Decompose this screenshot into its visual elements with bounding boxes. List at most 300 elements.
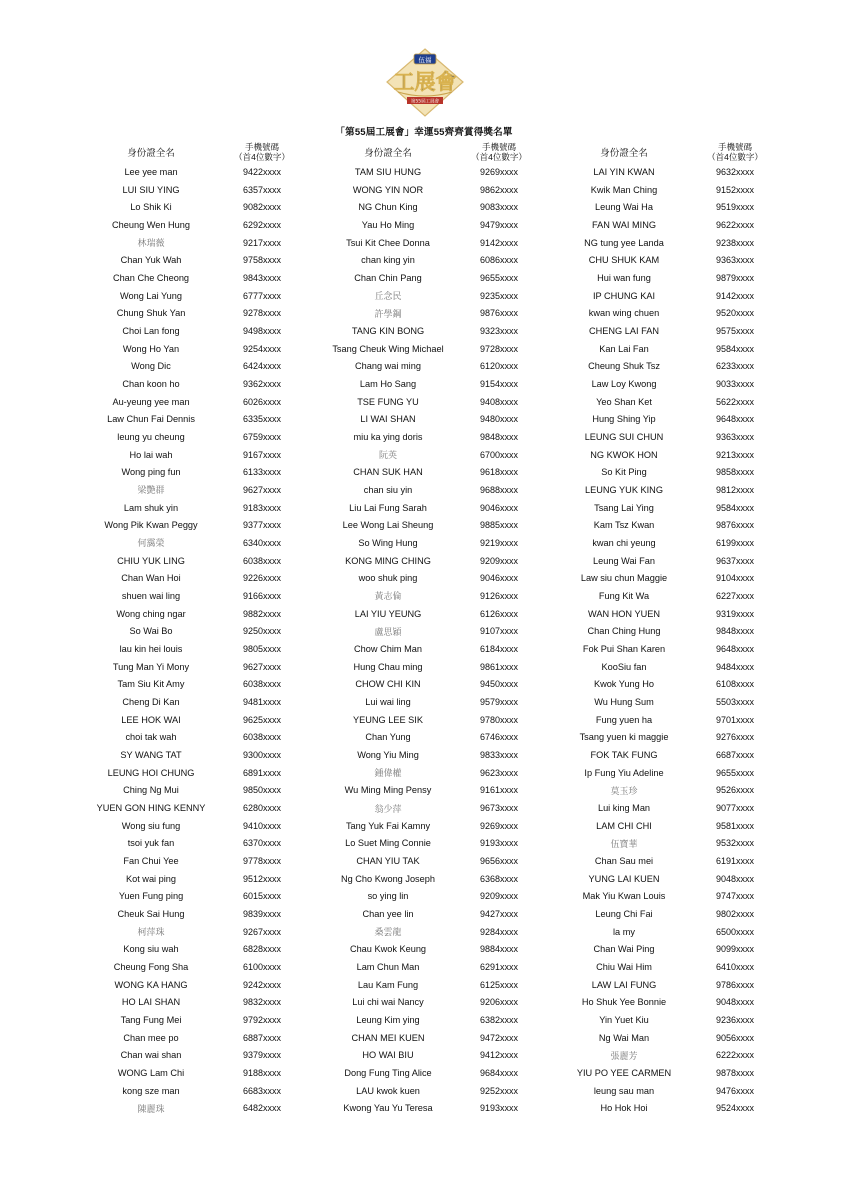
phone-prefix: 9242xxxx [242,979,282,990]
phone-prefix: 6424xxxx [242,361,282,372]
winner-name: Hui wan fung [597,272,651,283]
winner-name: LAM CHI CHI [596,820,652,831]
phone-prefix: 9048xxxx [715,997,755,1008]
table-row [75,181,297,199]
phone-prefix: 9839xxxx [242,909,282,920]
winner-name: LUI SIU YING [122,184,180,195]
table-row [548,852,770,870]
winner-name: 陳麗珠 [137,1104,165,1115]
winner-name: YEUNG LEE SIK [353,714,423,725]
table-row [548,587,770,605]
phone-prefix: 9363xxxx [715,431,755,442]
winner-name: leung sau man [593,1085,655,1096]
header-phone-line1: 手機號碼 [244,142,279,152]
winner-name: SY WANG TAT [120,750,182,760]
winner-name: Lui wai ling [365,696,411,707]
phone-prefix: 9780xxxx [479,714,519,725]
winner-name: Chan koon ho [122,378,180,389]
table-row [312,375,534,393]
table-row [312,1047,534,1065]
winner-name: Law siu chun Maggie [580,573,668,584]
table-row [548,729,770,747]
phone-prefix: 9363xxxx [715,255,755,266]
winner-name: 張麗芳 [610,1051,638,1062]
winner-name: Chan Sau mei [594,856,654,867]
table-row [548,534,770,552]
winner-name: Lau Kam Fung [357,979,419,990]
table-row [548,410,770,428]
table-row [312,1029,534,1047]
winner-name: Wu Ming Ming Pensy [344,785,432,796]
winner-name: Kwong Yau Yu Teresa [343,1103,433,1114]
winner-name: LAW LAI FUNG [591,979,657,990]
phone-prefix: 6382xxxx [479,1015,519,1026]
table-row [75,499,297,517]
table-row [312,251,534,269]
winner-name: 桑雲龍 [374,928,402,939]
phone-prefix: 9427xxxx [479,909,519,920]
table-row [312,552,534,570]
table-row [548,234,770,252]
phone-prefix: 6683xxxx [242,1085,282,1096]
winner-name: Chang wai ming [355,361,421,372]
phone-prefix: 9238xxxx [715,237,755,248]
phone-prefix: 9104xxxx [715,573,755,584]
phone-prefix: 9481xxxx [242,696,282,707]
winner-name: Leung Wai Fan [593,555,655,566]
winner-name: So Wai Bo [129,626,173,637]
phone-prefix: 9472xxxx [479,1032,519,1043]
winner-name: NG Chun King [358,202,418,213]
table-row [548,569,770,587]
phone-prefix: 6777xxxx [242,290,282,301]
winner-name: Lo Suet Ming Connie [345,838,431,849]
phone-prefix: 9637xxxx [715,555,755,566]
winner-name: 莫玉珍 [610,786,638,797]
phone-prefix: 9209xxxx [479,891,519,902]
winner-name: Chan Wan Hoi [121,573,181,584]
winner-name: Liu Lai Fung Sarah [349,502,427,513]
table-row [548,1047,770,1065]
winners-column-3 [548,141,770,1117]
phone-prefix: 9154xxxx [479,378,519,389]
table-row [548,923,770,941]
table-row [75,675,297,693]
table-row [75,198,297,216]
phone-prefix: 9484xxxx [715,661,755,672]
table-row [548,693,770,711]
winner-name: Ching Ng Mui [123,785,179,796]
table-row [75,658,297,676]
winner-name: Chan yee lin [362,909,414,920]
table-row [75,622,297,640]
winner-name: Cheung Shuk Tsz [588,361,660,372]
phone-prefix: 9876xxxx [479,308,519,319]
winner-name: YIU PO YEE CARMEN [576,1068,672,1079]
phone-prefix: 6184xxxx [479,643,519,654]
table-row [75,234,297,252]
phone-prefix: 9250xxxx [242,626,282,637]
table-row [548,905,770,923]
phone-prefix: 9217xxxx [242,237,282,248]
winner-name: Chan Ching Hung [587,626,661,637]
winner-name: Wong siu fung [121,820,181,831]
table-row [548,516,770,534]
table-row [548,994,770,1012]
winner-name: Tang Yuk Fai Kamny [345,820,431,831]
winner-name: Ho Shuk Yee Bonnie [581,997,667,1008]
table-row [548,481,770,499]
table-row [548,1100,770,1118]
table-row [548,605,770,623]
phone-prefix: 9252xxxx [479,1085,519,1096]
phone-prefix: 9684xxxx [479,1068,519,1079]
table-row [548,287,770,305]
phone-prefix: 9701xxxx [715,714,755,725]
phone-prefix: 9167xxxx [242,449,282,460]
winner-name: miu ka ying doris [353,431,423,442]
table-row [548,322,770,340]
winner-name: Wong ping fun [121,467,181,478]
winner-name: So Wing Hung [358,537,418,548]
phone-prefix: 9056xxxx [715,1032,755,1043]
table-row [75,729,297,747]
header-phone-line2: （首4位數字） [707,152,763,162]
phone-prefix: 9802xxxx [715,909,755,920]
winner-name: woo shuk ping [358,573,418,584]
table-row [312,941,534,959]
winner-name: LEUNG HOI CHUNG [107,767,195,778]
table-row [75,1100,297,1118]
winner-name: LEE HOK WAI [121,714,181,725]
phone-prefix: 9319xxxx [715,608,755,619]
table-row [75,569,297,587]
table-row [312,1100,534,1118]
phone-prefix: 9046xxxx [479,502,519,513]
exhibition-logo [384,48,466,118]
phone-prefix: 9254xxxx [242,343,282,354]
phone-prefix: 6222xxxx [715,1050,755,1061]
table-row [312,322,534,340]
phone-prefix: 9747xxxx [715,891,755,902]
table-row [312,534,534,552]
table-row [312,782,534,800]
phone-prefix: 9882xxxx [242,608,282,619]
phone-prefix: 9300xxxx [242,750,282,760]
winner-name: leung yu cheung [117,431,185,442]
winner-name: Law Loy Kwong [591,378,657,389]
winner-name: Tsang Lai Ying [594,502,654,513]
phone-prefix: 9805xxxx [242,643,282,654]
winner-name: TANG KIN BONG [351,325,425,336]
winner-name: lau kin hei louis [119,643,183,654]
phone-prefix: 9480xxxx [479,414,519,425]
winner-name: CHU SHUK KAM [588,255,660,266]
table-row [312,516,534,534]
phone-prefix: 6026xxxx [242,396,282,407]
winner-name: Lee yee man [124,166,178,177]
winner-name: choi tak wah [125,732,177,743]
winner-name: Tang Fung Mei [120,1015,182,1026]
table-row [548,428,770,446]
winner-name: Tsang Cheuk Wing Michael [332,343,444,354]
table-row [75,251,297,269]
winner-name: LAI YIU YEUNG [354,608,422,619]
phone-prefix: 9107xxxx [479,626,519,637]
table-row [312,923,534,941]
table-row [75,640,297,658]
winners-column-2 [312,141,534,1117]
phone-prefix: 9046xxxx [479,573,519,584]
table-row [75,835,297,853]
column-header [312,141,534,163]
table-row [312,852,534,870]
phone-prefix: 9476xxxx [715,1085,755,1096]
phone-prefix: 9524xxxx [715,1103,755,1114]
phone-prefix: 9142xxxx [479,237,519,248]
winner-name: Ng Cho Kwong Joseph [341,873,435,884]
phone-prefix: 9284xxxx [479,926,519,937]
winner-name: Tung Man Yi Mony [112,661,190,672]
table-row [548,1011,770,1029]
table-row [312,181,534,199]
winner-name: WONG Lam Chi [117,1068,185,1079]
table-row [548,181,770,199]
phone-prefix: 9422xxxx [242,166,282,177]
phone-prefix: 9581xxxx [715,820,755,831]
winner-name: KooSiu fan [601,661,647,672]
winner-name: Kot wai ping [125,873,177,884]
phone-prefix: 6227xxxx [715,590,755,601]
phone-prefix: 9267xxxx [242,926,282,937]
phone-prefix: 9519xxxx [715,202,755,213]
table-row [548,304,770,322]
phone-prefix: 9532xxxx [715,838,755,849]
winner-name: shuen wai ling [121,590,181,601]
winner-name: la my [613,926,635,937]
table-row [312,198,534,216]
table-row [312,799,534,817]
phone-prefix: 6759xxxx [242,431,282,442]
winner-name: Cheuk Sai Hung [117,909,185,920]
winner-name: Au-yeung yee man [112,396,190,407]
winner-name: Chau Kwok Keung [349,944,427,955]
phone-prefix: 9512xxxx [242,873,282,884]
winner-name: Leung Kim ying [356,1015,420,1026]
winner-name: Choi Lan fong [122,325,180,336]
phone-prefix: 6891xxxx [242,767,282,778]
phone-prefix: 6368xxxx [479,873,519,884]
winner-name: Wong Yiu Ming [357,750,419,760]
phone-prefix: 9377xxxx [242,520,282,531]
table-row [312,870,534,888]
table-row [312,605,534,623]
phone-prefix: 9622xxxx [715,219,755,230]
logo-sub-text: 第55屆工展會 [410,99,440,105]
winner-name: LEUNG SUI CHUN [584,431,664,442]
phone-prefix: 6370xxxx [242,838,282,849]
table-row [75,870,297,888]
winner-name: Yau Ho Ming [361,219,415,230]
phone-prefix: 5622xxxx [715,396,755,407]
winner-name: tsoi yuk fan [127,838,175,849]
table-row [75,746,297,764]
phone-prefix: 9843xxxx [242,272,282,283]
table-row [312,888,534,906]
header-phone-line2: （首4位數字） [234,152,290,162]
phone-prefix: 9209xxxx [479,555,519,566]
phone-prefix: 9479xxxx [479,219,519,230]
winner-name: Wu Hung Sum [594,696,654,707]
phone-prefix: 9688xxxx [479,484,519,495]
winner-name: kwan chi yeung [592,537,656,548]
phone-prefix: 6500xxxx [715,926,755,937]
phone-prefix: 6199xxxx [715,537,755,548]
winner-name: Chung Shuk Yan [116,308,186,319]
winner-name: CHIU YUK LING [117,555,185,566]
phone-prefix: 9832xxxx [242,997,282,1008]
phone-prefix: 9276xxxx [715,732,755,743]
phone-prefix: 6887xxxx [242,1032,282,1043]
winner-name: Fung Kit Wa [598,590,650,601]
table-row [75,322,297,340]
winner-name: LAU kwok kuen [356,1085,420,1096]
table-row [75,534,297,552]
winner-name: Chan Yung [365,732,411,743]
table-row [75,1064,297,1082]
phone-prefix: 6015xxxx [242,891,282,902]
logo-main-text: 工展會 [393,70,457,94]
table-row [548,888,770,906]
table-row [75,516,297,534]
phone-prefix: 9656xxxx [479,856,519,867]
phone-prefix: 6038xxxx [242,679,282,690]
winner-name: Leung Wai Ha [595,202,653,213]
phone-prefix: 9188xxxx [242,1068,282,1079]
winner-name: Chan Yuk Wah [120,255,182,266]
phone-prefix: 5503xxxx [715,696,755,707]
table-row [312,746,534,764]
phone-prefix: 9812xxxx [715,484,755,495]
winners-column-1 [75,141,297,1117]
table-row [548,746,770,764]
phone-prefix: 9861xxxx [479,661,519,672]
winner-name: Leung Chi Fai [595,909,653,920]
winner-name: TAM SIU HUNG [354,166,422,177]
winner-name: Kwok Yung Ho [593,679,655,690]
table-row [548,198,770,216]
phone-prefix: 9648xxxx [715,414,755,425]
table-row [548,163,770,181]
table-row [312,269,534,287]
table-row [312,817,534,835]
winner-name: LEUNG YUK KING [585,484,663,495]
winner-name: Kam Tsz Kwan [593,520,655,531]
winner-name: Wong Ho Yan [122,343,180,354]
winner-name: 阮英 [378,451,397,462]
table-row [548,1029,770,1047]
winner-name: Hung Shing Yip [592,414,656,425]
winner-name: Cheung Wen Hung [112,219,190,230]
phone-prefix: 9848xxxx [715,626,755,637]
winner-name: LAI YIN KWAN [593,166,655,177]
phone-prefix: 6233xxxx [715,361,755,372]
table-row [312,393,534,411]
table-row [75,216,297,234]
winner-name: 盧思穎 [374,627,402,638]
winner-name: kwan wing chuen [588,308,660,319]
phone-prefix: 6746xxxx [479,732,519,743]
winner-name: Ip Fung Yiu Adeline [584,767,664,778]
header-phone-line1: 手機號碼 [717,142,752,152]
winner-name: Dong Fung Ting Alice [344,1068,432,1079]
table-row [75,446,297,464]
winner-name: 許學鋼 [374,309,402,320]
table-row [312,163,534,181]
phone-prefix: 9584xxxx [715,502,755,513]
table-row [312,587,534,605]
table-row [312,1064,534,1082]
winner-name: Mak Yiu Kwan Louis [582,891,666,902]
phone-prefix: 9213xxxx [715,449,755,460]
winner-name: Ho Hok Hoi [600,1103,648,1114]
table-row [75,1082,297,1100]
phone-prefix: 9048xxxx [715,873,755,884]
phone-prefix: 6292xxxx [242,219,282,230]
table-row [548,216,770,234]
phone-prefix: 9126xxxx [479,590,519,601]
column-header [548,141,770,163]
phone-prefix: 9219xxxx [479,537,519,548]
table-row [75,587,297,605]
winner-name: NG tung yee Landa [584,237,664,248]
table-row [75,693,297,711]
phone-prefix: 9236xxxx [715,1015,755,1026]
table-row [75,852,297,870]
table-row [548,799,770,817]
winner-name: Chan mee po [123,1032,179,1043]
phone-prefix: 9226xxxx [242,573,282,584]
table-row [312,481,534,499]
winner-name: TSE FUNG YU [357,396,419,407]
phone-prefix: 9166xxxx [242,590,282,601]
winner-name: CHAN SUK HAN [353,467,423,478]
phone-prefix: 6125xxxx [479,979,519,990]
header-phone-line1: 手機號碼 [481,142,516,152]
phone-prefix: 9833xxxx [479,750,519,760]
winner-name: 翁少萍 [374,804,402,815]
phone-prefix: 6700xxxx [479,449,519,460]
phone-prefix: 9450xxxx [479,679,519,690]
table-row [75,888,297,906]
table-row [548,817,770,835]
winner-name: Ng Wai Man [598,1032,650,1043]
winner-name: Fan Chui Yee [123,856,179,867]
table-row [75,269,297,287]
table-row [312,499,534,517]
winner-name: Tsui Kit Chee Donna [346,237,430,248]
table-row [75,393,297,411]
table-row [75,163,297,181]
winner-name: Cheung Fong Sha [113,962,189,973]
table-row [75,905,297,923]
table-row [312,1082,534,1100]
winner-name: IP CHUNG KAI [592,290,656,301]
phone-prefix: 9142xxxx [715,290,755,301]
table-row [548,552,770,570]
phone-prefix: 9758xxxx [242,255,282,266]
table-row [312,640,534,658]
